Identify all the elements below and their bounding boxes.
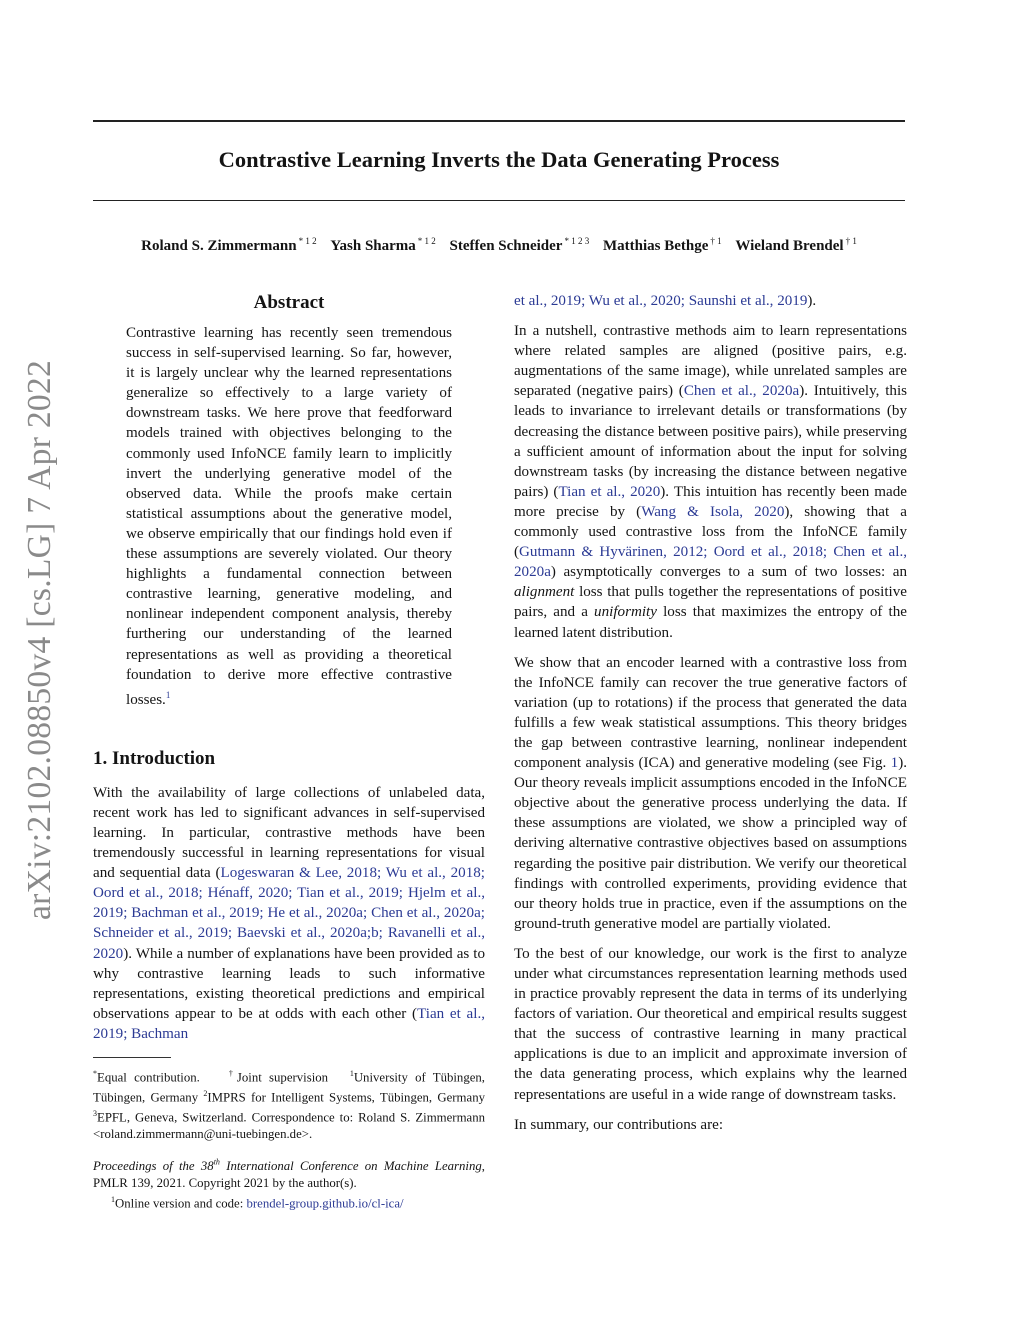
author: Steffen Schneider $^{* 1 2 3}$ <box>449 236 590 254</box>
author: Matthias Bethge $^{\dagger 1}$ <box>602 236 722 254</box>
intro-paragraph-1-cont: et al., 2019; Wu et al., 2020; Saunshi et al., 2019). <box>514 293 817 309</box>
intro-paragraph-3: We show that an encoder learned with a contrastive loss from the InfoNCE family can recover the true generative factors of variation (up to rotations) if the process that generated the data fulfills a few weak statistical assumptions. This theory bridges the gap between contrastive learning, nonlinear independent component analysis (ICA) and generative modeling (see Fig. 1). Our theory reveals implicit assumptions encoded in the InfoNCE objective about the generative process underlying the data. If these assumptions are violated, we show a principled way of deriving alternative contrastive objectives based on assumptions regarding the positive pair distribution. We verify our theoretical findings with controlled experiments, providing evidence that our theory holds true in practice, even if the assumptions on the ground-truth generative model are partially violated. <box>514 654 907 932</box>
citation-link[interactable]: Chen et al., 2020a <box>683 383 800 400</box>
author: Wieland Brendel $^{\dagger 1}$ <box>735 236 857 254</box>
online-version-footnote: $^1$Online version and code: brendel-group.github.io/cl-ica/ <box>111 1194 404 1211</box>
intro-paragraph-5: In summary, our contributions are: <box>514 1116 724 1133</box>
section-heading: 1. Introduction <box>93 747 216 769</box>
citation-links[interactable]: Tian et al., 2019; Bachman <box>93 1005 485 1042</box>
author: Yash Sharma $^{* 1 2}$ <box>330 236 436 254</box>
author-list <box>93 236 905 255</box>
intro-paragraph-4: To the best of our knowledge, our work is the first to analyze under what circumstances representation learning methods used in practice provably represent the data in terms of its underlying factors of variation. Our theoretical and empirical results suggest that the success of contrastive learning in many practical applications is due to an implicit and approximate inversion of the data generating process, which explains why the learned representations are useful in a wide range of downstream tasks. <box>514 945 907 1103</box>
arxiv-stamp: arXiv:2102.08850v4 [cs.LG] 7 Apr 2022 <box>21 359 58 921</box>
footnote-link[interactable]: 1 <box>165 689 171 700</box>
footnote-rule <box>93 1057 171 1058</box>
citation-link[interactable]: Wang & Isola, 2020 <box>641 503 785 520</box>
abstract-text: Contrastive learning has recently seen tremendous success in self-supervised learning. So far, however, it is largely unclear why the learned representations generalize so effectively to a large variety of downstream tasks. We here prove that feedforward models trained with objectives belonging to the commonly used InfoNCE family learn to implicitly invert the underlying generative model of the observed data. While the proofs make certain statistical assumptions about the generative model, we observe empirically that our findings hold even if these assumptions are severely violated. Our theory highlights a fundamental connection between contrastive learning, generative modeling, and nonlinear independent component analysis, thereby furthering our understanding of the learned representations as well as providing a theoretical foundation to derive more effective contrastive losses.$^1$ <box>126 325 452 708</box>
intro-paragraph-2: In a nutshell, contrastive methods aim to learn representations where related samples are aligned (positive pairs, e.g. augmentations of the same image), while unrelated samples are separated (negative pairs) (Chen et al., 2020a). Intuitively, this leads to invariance to irrelevant details or transformations (by decreasing the distance between positive pairs), while preserving a sufficient amount of information about the input for solving downstream tasks (by increasing the distance between negative pairs) (Tian et al., 2020). This intuition has recently been made more precise by (Wang & Isola, 2020), showing that a commonly used contrastive loss from the InfoNCE family (Gutmann & Hyvärinen, 2012; Oord et al., 2018; Chen et al., 2020a) asymptotically converges to a sum of two losses: an alignment loss that pulls together the representations of positive pairs, and a uniformity loss that maximizes the entropy of the learned latent distribution. <box>514 323 908 641</box>
intro-paragraph-1: With the availability of large collections of unlabeled data, recent work has led to significant advances in self-supervised learning. In particular, contrastive methods have been tremendously successful in learning representations for visual and sequential data (Logeswaran & Lee, 2018; Wu et al., 2018; Oord et al., 2018; Hénaff, 2020; Tian et al., 2019; Hjelm et al., 2019; Bachman et al., 2019; He et al., 2020a; Chen et al., 2020a; Schneider et al., 2019; Baevski et al., 2020a;b; Ravanelli et al., 2020). While a number of explanations have been provided as to why contrastive learning leads to such informative representations, existing theoretical predictions and empirical observations appear to be at odds with each other (Tian et al., 2019; Bachman <box>93 784 485 1042</box>
right-column <box>514 291 907 1135</box>
figure-link[interactable]: 1 <box>890 755 899 772</box>
proceedings-footnote: Proceedings of the 38th International Conference on Machine Learning, PMLR 139, 2021. Copyright 2021 by the author(s). <box>93 1158 485 1191</box>
affiliations-footnote: *Equal contribution. †Joint supervision $^1$University of Tübingen, Tübingen, Germany $^2$IMPRS for Intelligent Systems, Tübingen, Germany $^3$EPFL, Geneva, Switzerland. Correspondence to: Roland S. Zimmermann <roland.zimmermann@uni-tuebingen.de>. <box>93 1069 486 1142</box>
left-column <box>93 291 485 1212</box>
citation-link[interactable]: Tian et al., 2020 <box>558 483 661 500</box>
citation-links[interactable]: et al., 2019; Wu et al., 2020; Saunshi et al., 2019 <box>514 293 808 309</box>
paper-title: Contrastive Learning Inverts the Data Generating Process <box>218 147 780 172</box>
title-rule-top <box>93 120 905 122</box>
abstract-heading: Abstract <box>253 292 325 313</box>
author: Roland S. Zimmermann $^{* 1 2}$ <box>141 236 317 254</box>
code-link[interactable]: brendel-group.github.io/cl-ica/ <box>246 1196 404 1211</box>
citation-links[interactable]: Gutmann & Hyvärinen, 2012; Oord et al., 2018; Chen et al., 2020a <box>514 544 907 581</box>
title-rule-bottom <box>93 200 905 201</box>
citation-links[interactable]: Logeswaran & Lee, 2018; Wu et al., 2018; Oord et al., 2018; Hénaff, 2020; Tian et al., 2019; Hjelm et al., 2019; Bachman et al., 2019; He et al., 2020a; Chen et al., 2020a; Schneider et al., 2019; Baevski et al., 2020a;b; Ravanelli et al., 2020 <box>93 865 485 962</box>
